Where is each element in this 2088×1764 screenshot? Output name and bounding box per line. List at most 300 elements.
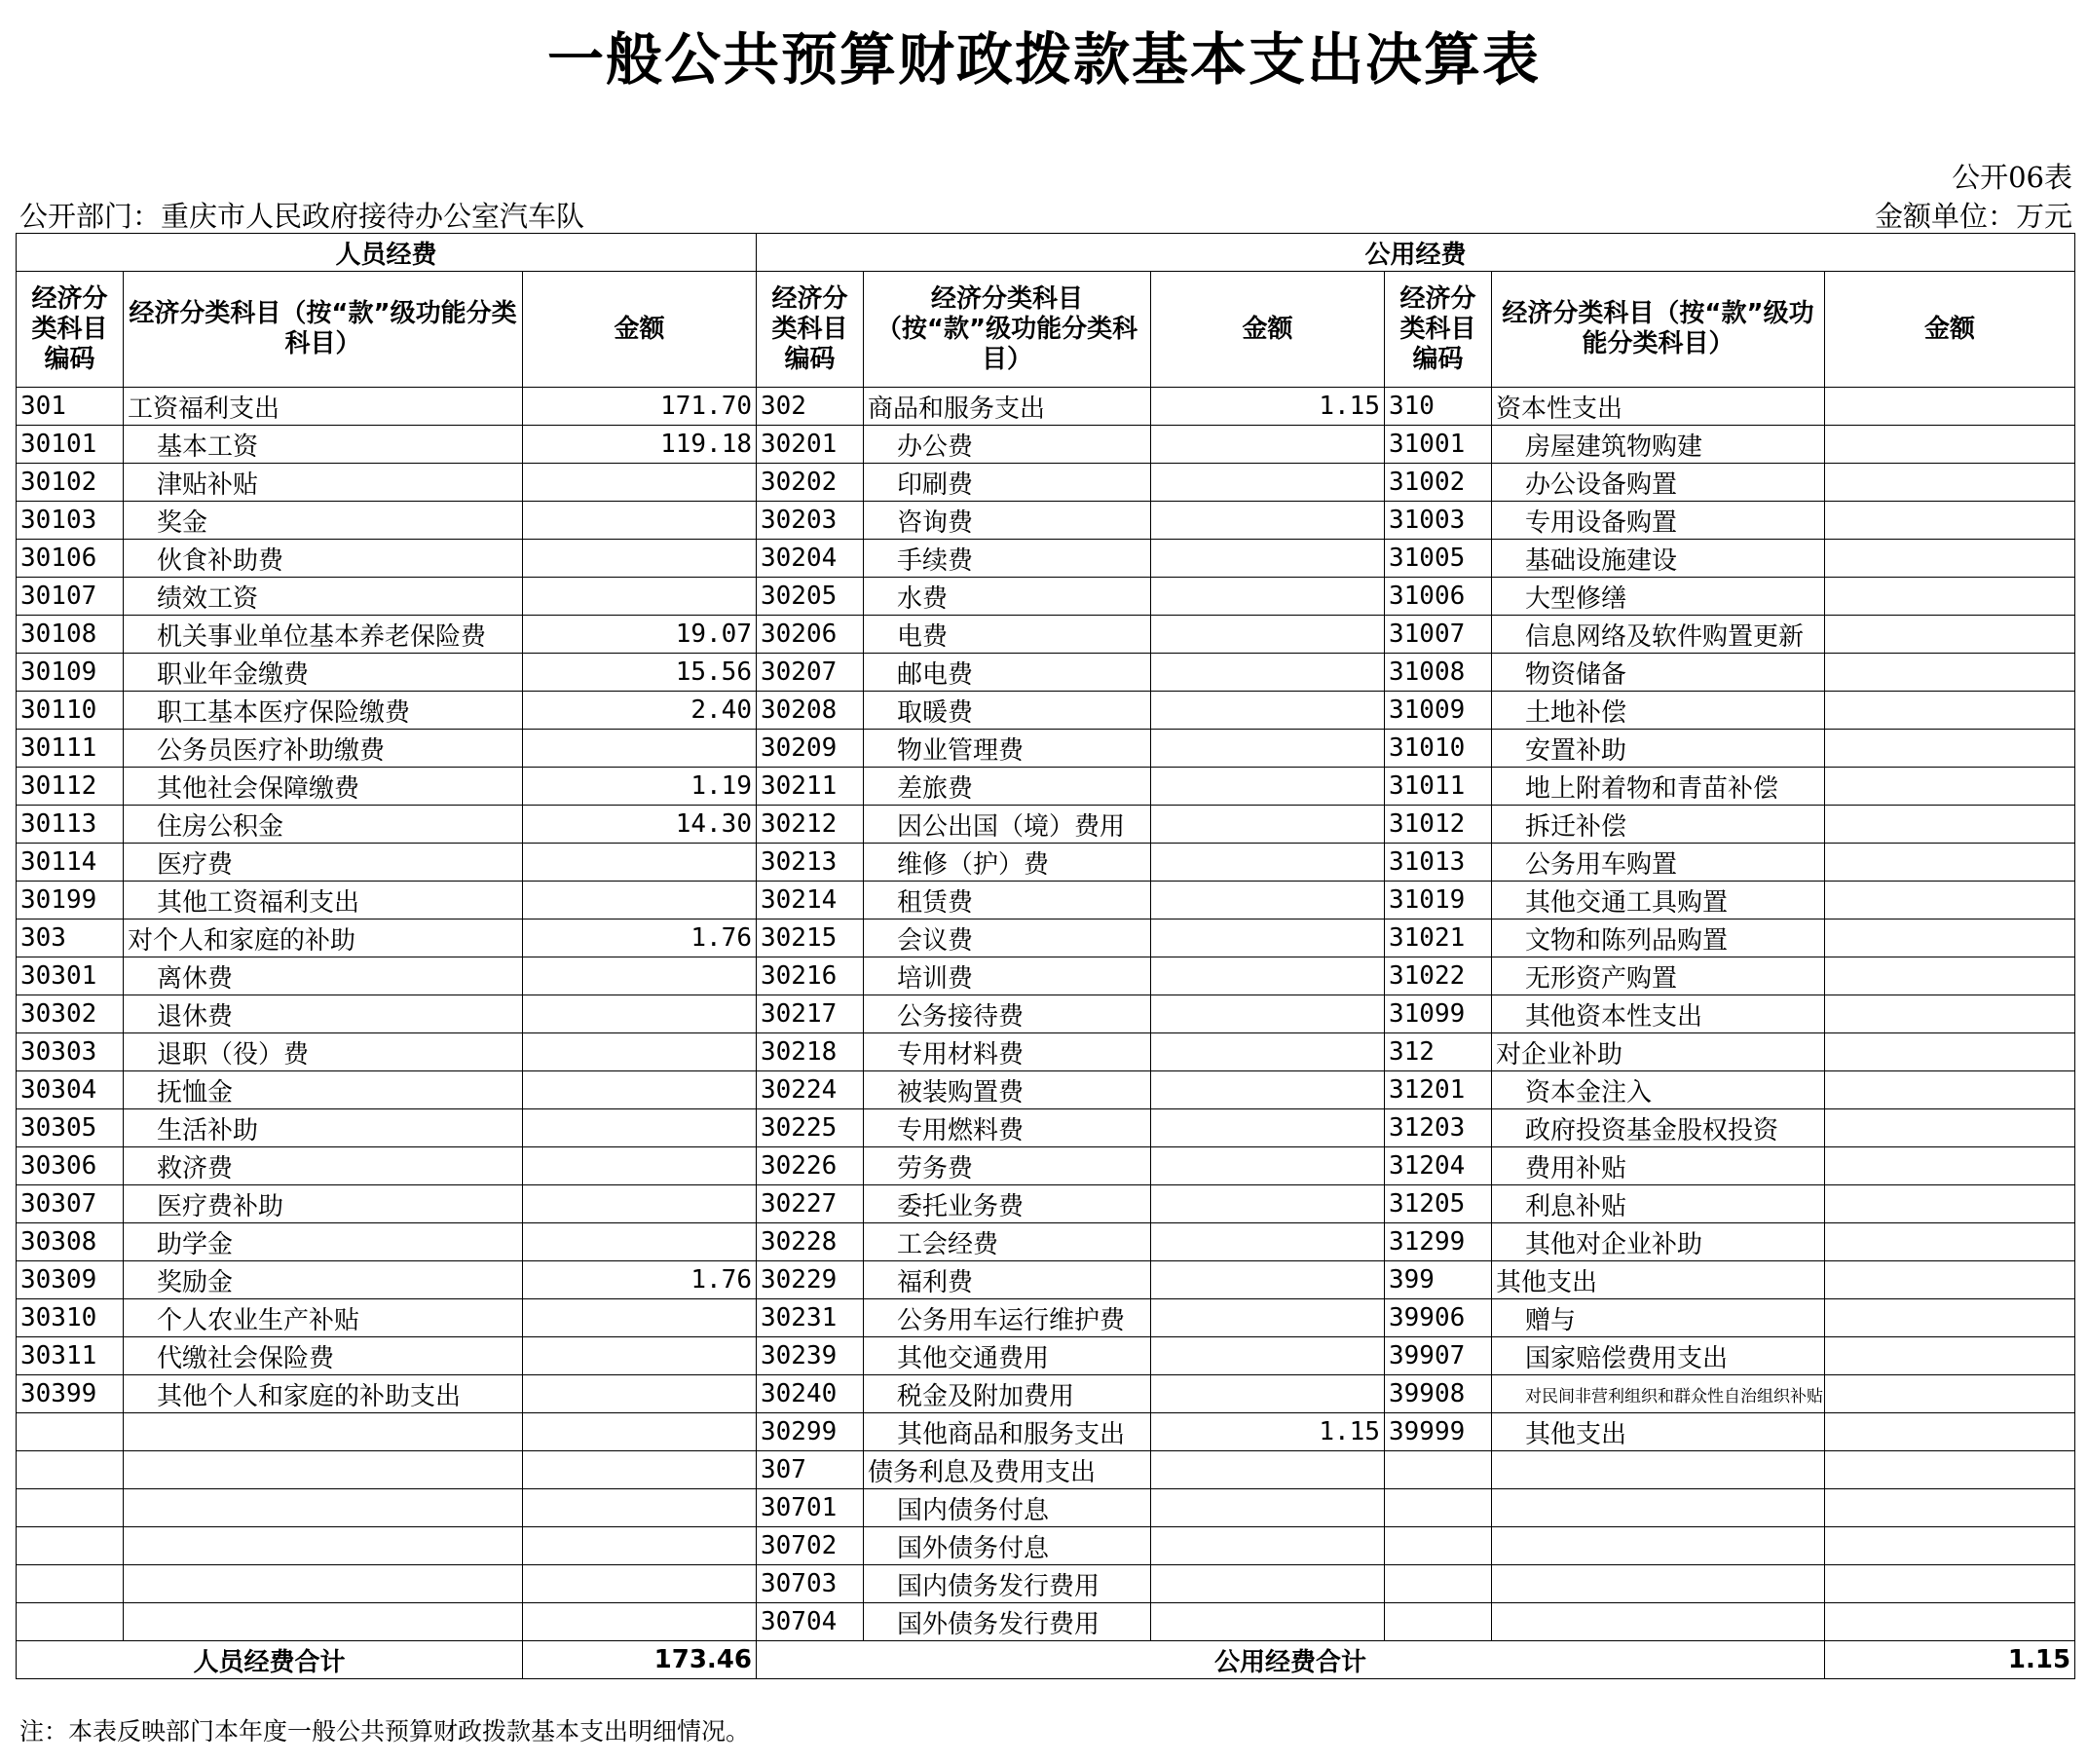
table-row [17, 502, 2075, 540]
row-name: 资本性支出 [1492, 388, 1825, 426]
row-name: 租赁费 [864, 882, 1151, 920]
row-amount [1825, 426, 2075, 464]
row-amount [1825, 957, 2075, 995]
row-amount [1825, 730, 2075, 768]
table-row [17, 1185, 2075, 1223]
row-name: 大型修缮 [1492, 578, 1825, 616]
row-code: 30231 [757, 1299, 864, 1337]
row-amount: 19.07 [523, 616, 757, 654]
expenditure-table [16, 233, 2075, 1679]
row-code: 399 [1385, 1261, 1492, 1299]
row-code: 30307 [17, 1185, 124, 1223]
row-name: 会议费 [864, 920, 1151, 957]
row-name: 咨询费 [864, 502, 1151, 540]
row-amount [1825, 616, 2075, 654]
public-total-label: 公用经费合计 [757, 1641, 1825, 1679]
page-title: 一般公共预算财政拨款基本支出决算表 [546, 26, 1541, 93]
row-code: 31204 [1385, 1147, 1492, 1185]
table-row [17, 540, 2075, 578]
row-name: 税金及附加费用 [864, 1375, 1151, 1413]
row-amount [1151, 1223, 1385, 1261]
row-name: 福利费 [864, 1261, 1151, 1299]
header-code: 经济分类科目编码 [757, 272, 864, 388]
row-code: 30225 [757, 1109, 864, 1147]
row-code: 31001 [1385, 426, 1492, 464]
row-amount [523, 1527, 757, 1565]
row-code: 31013 [1385, 844, 1492, 882]
row-code: 30309 [17, 1261, 124, 1299]
row-name: 其他个人和家庭的补助支出 [124, 1375, 523, 1413]
row-amount [1825, 1337, 2075, 1375]
row-code: 31205 [1385, 1185, 1492, 1223]
row-amount [1151, 426, 1385, 464]
row-code: 310 [1385, 388, 1492, 426]
row-name: 取暖费 [864, 692, 1151, 730]
row-name: 利息补贴 [1492, 1185, 1825, 1223]
row-name: 文物和陈列品购置 [1492, 920, 1825, 957]
row-code: 30214 [757, 882, 864, 920]
row-code: 30108 [17, 616, 124, 654]
row-code [1385, 1489, 1492, 1527]
table-row [17, 1299, 2075, 1337]
row-amount [523, 540, 757, 578]
row-amount [1151, 995, 1385, 1033]
row-name [124, 1565, 523, 1603]
row-name [124, 1489, 523, 1527]
row-code: 303 [17, 920, 124, 957]
row-amount [1825, 388, 2075, 426]
row-amount [1151, 730, 1385, 768]
row-amount [1151, 844, 1385, 882]
table-row [17, 1261, 2075, 1299]
table-row [17, 1375, 2075, 1413]
row-amount [523, 1033, 757, 1071]
row-amount [523, 730, 757, 768]
row-code: 30311 [17, 1337, 124, 1375]
row-code: 30701 [757, 1489, 864, 1527]
table-row [17, 1147, 2075, 1185]
row-amount [1151, 920, 1385, 957]
table-row [17, 1337, 2075, 1375]
row-amount [1825, 502, 2075, 540]
row-code [17, 1527, 124, 1565]
row-name: 因公出国（境）费用 [864, 806, 1151, 844]
row-name: 国内债务发行费用 [864, 1565, 1151, 1603]
row-code: 30224 [757, 1071, 864, 1109]
row-amount [1825, 806, 2075, 844]
row-name: 被装购置费 [864, 1071, 1151, 1109]
row-code: 30703 [757, 1565, 864, 1603]
row-name: 其他交通费用 [864, 1337, 1151, 1375]
row-code: 30111 [17, 730, 124, 768]
row-code [1385, 1451, 1492, 1489]
row-amount [523, 1413, 757, 1451]
table-number: 公开06表 [1952, 161, 2072, 194]
row-name: 离休费 [124, 957, 523, 995]
row-code: 31007 [1385, 616, 1492, 654]
table-row [17, 464, 2075, 502]
row-code: 30102 [17, 464, 124, 502]
row-amount: 1.15 [1151, 388, 1385, 426]
row-name: 基本工资 [124, 426, 523, 464]
row-name: 其他支出 [1492, 1261, 1825, 1299]
row-amount [1151, 806, 1385, 844]
row-amount [1151, 540, 1385, 578]
row-code: 30218 [757, 1033, 864, 1071]
row-code: 30308 [17, 1223, 124, 1261]
row-code: 31008 [1385, 654, 1492, 692]
row-name: 对企业补助 [1492, 1033, 1825, 1071]
table-row [17, 1109, 2075, 1147]
row-code: 30205 [757, 578, 864, 616]
row-name: 办公费 [864, 426, 1151, 464]
row-amount [1825, 844, 2075, 882]
unit-label: 金额单位：万元 [1874, 200, 2072, 233]
row-name: 救济费 [124, 1147, 523, 1185]
row-code: 30228 [757, 1223, 864, 1261]
row-name: 退职（役）费 [124, 1033, 523, 1071]
row-code: 30106 [17, 540, 124, 578]
row-code: 30103 [17, 502, 124, 540]
row-code [17, 1565, 124, 1603]
row-name: 奖励金 [124, 1261, 523, 1299]
row-code: 30202 [757, 464, 864, 502]
row-amount [1151, 578, 1385, 616]
row-name [124, 1451, 523, 1489]
header-amount: 金额 [523, 272, 757, 388]
row-code: 30212 [757, 806, 864, 844]
row-name: 抚恤金 [124, 1071, 523, 1109]
row-amount: 1.19 [523, 768, 757, 806]
row-amount [1151, 1147, 1385, 1185]
row-name: 其他商品和服务支出 [864, 1413, 1151, 1451]
row-amount [1825, 1223, 2075, 1261]
row-name: 奖金 [124, 502, 523, 540]
row-name: 商品和服务支出 [864, 388, 1151, 426]
row-name: 安置补助 [1492, 730, 1825, 768]
table-row [17, 1451, 2075, 1489]
row-amount: 14.30 [523, 806, 757, 844]
row-name: 绩效工资 [124, 578, 523, 616]
row-amount [523, 1489, 757, 1527]
row-amount [1151, 882, 1385, 920]
row-amount [1825, 692, 2075, 730]
row-amount [523, 957, 757, 995]
row-name: 拆迁补偿 [1492, 806, 1825, 844]
row-name: 工资福利支出 [124, 388, 523, 426]
header-name: 经济分类科目（按“款”级功能分类科目） [864, 272, 1151, 388]
row-amount [1825, 1261, 2075, 1299]
row-code: 30304 [17, 1071, 124, 1109]
row-name: 专用材料费 [864, 1033, 1151, 1071]
row-name: 个人农业生产补贴 [124, 1299, 523, 1337]
table-row [17, 1413, 2075, 1451]
row-amount [1151, 616, 1385, 654]
row-name: 维修（护）费 [864, 844, 1151, 882]
row-name: 国家赔偿费用支出 [1492, 1337, 1825, 1375]
row-amount [523, 578, 757, 616]
row-name: 公务员医疗补助缴费 [124, 730, 523, 768]
row-amount [1151, 1603, 1385, 1641]
row-name: 医疗费补助 [124, 1185, 523, 1223]
row-name: 对个人和家庭的补助 [124, 920, 523, 957]
table-row [17, 1033, 2075, 1071]
row-code: 31010 [1385, 730, 1492, 768]
row-amount [523, 995, 757, 1033]
row-amount [1825, 654, 2075, 692]
table-row [17, 1527, 2075, 1565]
header-code: 经济分类科目编码 [17, 272, 124, 388]
row-code: 30704 [757, 1603, 864, 1641]
table-row [17, 1603, 2075, 1641]
header-code: 经济分类科目编码 [1385, 272, 1492, 388]
personnel-total-label: 人员经费合计 [17, 1641, 523, 1679]
row-name: 赠与 [1492, 1299, 1825, 1337]
row-name: 无形资产购置 [1492, 957, 1825, 995]
row-code: 39907 [1385, 1337, 1492, 1375]
table-row [17, 426, 2075, 464]
row-code [1385, 1527, 1492, 1565]
row-name: 其他对企业补助 [1492, 1223, 1825, 1261]
row-name: 对民间非营利组织和群众性自治组织补贴 [1492, 1375, 1825, 1413]
row-name [124, 1527, 523, 1565]
row-amount [523, 882, 757, 920]
header-amount: 金额 [1151, 272, 1385, 388]
row-code [1385, 1603, 1492, 1641]
table-row [17, 1565, 2075, 1603]
row-name: 职工基本医疗保险缴费 [124, 692, 523, 730]
table-row [17, 882, 2075, 920]
row-code: 31019 [1385, 882, 1492, 920]
row-amount [1151, 1489, 1385, 1527]
row-amount [1151, 654, 1385, 692]
row-amount [523, 1299, 757, 1337]
row-code: 39906 [1385, 1299, 1492, 1337]
row-name: 其他支出 [1492, 1413, 1825, 1451]
row-name: 公务接待费 [864, 995, 1151, 1033]
totals-row [17, 1641, 2075, 1679]
row-name: 机关事业单位基本养老保险费 [124, 616, 523, 654]
row-code: 301 [17, 388, 124, 426]
row-amount [1825, 1375, 2075, 1413]
section-personnel: 人员经费 [17, 234, 757, 272]
row-name [1492, 1603, 1825, 1641]
table-row [17, 616, 2075, 654]
row-amount [1825, 995, 2075, 1033]
row-amount: 1.76 [523, 1261, 757, 1299]
row-name: 土地补偿 [1492, 692, 1825, 730]
row-amount [1151, 1527, 1385, 1565]
row-name: 物资储备 [1492, 654, 1825, 692]
row-amount [523, 1147, 757, 1185]
table-row [17, 995, 2075, 1033]
row-name: 其他社会保障缴费 [124, 768, 523, 806]
row-code: 307 [757, 1451, 864, 1489]
table-row [17, 692, 2075, 730]
row-amount [1151, 957, 1385, 995]
row-code: 31012 [1385, 806, 1492, 844]
row-amount: 119.18 [523, 426, 757, 464]
row-name: 培训费 [864, 957, 1151, 995]
row-code: 30206 [757, 616, 864, 654]
row-name: 资本金注入 [1492, 1071, 1825, 1109]
row-name: 助学金 [124, 1223, 523, 1261]
row-code: 30226 [757, 1147, 864, 1185]
row-code [17, 1451, 124, 1489]
row-code [1385, 1565, 1492, 1603]
row-code: 30299 [757, 1413, 864, 1451]
row-code: 31006 [1385, 578, 1492, 616]
row-name: 信息网络及软件购置更新 [1492, 616, 1825, 654]
row-name: 国外债务付息 [864, 1527, 1151, 1565]
row-code: 30227 [757, 1185, 864, 1223]
section-public: 公用经费 [757, 234, 2075, 272]
row-name [1492, 1489, 1825, 1527]
row-code: 31022 [1385, 957, 1492, 995]
row-name: 生活补助 [124, 1109, 523, 1147]
row-code: 30229 [757, 1261, 864, 1299]
row-name: 债务利息及费用支出 [864, 1451, 1151, 1489]
row-name [1492, 1565, 1825, 1603]
table-row [17, 578, 2075, 616]
row-amount [1151, 1337, 1385, 1375]
row-name: 物业管理费 [864, 730, 1151, 768]
row-name: 伙食补助费 [124, 540, 523, 578]
header-amount: 金额 [1825, 272, 2075, 388]
row-code: 31011 [1385, 768, 1492, 806]
row-amount [1151, 464, 1385, 502]
row-name: 电费 [864, 616, 1151, 654]
table-row [17, 1489, 2075, 1527]
row-name: 手续费 [864, 540, 1151, 578]
row-code: 30301 [17, 957, 124, 995]
row-code: 30302 [17, 995, 124, 1033]
row-amount [1825, 920, 2075, 957]
row-code: 30213 [757, 844, 864, 882]
row-code: 31021 [1385, 920, 1492, 957]
row-code: 39908 [1385, 1375, 1492, 1413]
row-code: 30211 [757, 768, 864, 806]
row-name: 国内债务付息 [864, 1489, 1151, 1527]
row-amount [1151, 1565, 1385, 1603]
row-name: 基础设施建设 [1492, 540, 1825, 578]
row-code: 30239 [757, 1337, 864, 1375]
row-name: 其他工资福利支出 [124, 882, 523, 920]
table-row [17, 730, 2075, 768]
row-code: 30306 [17, 1147, 124, 1185]
row-amount [1825, 1299, 2075, 1337]
row-amount [523, 1071, 757, 1109]
row-amount [1151, 502, 1385, 540]
row-code: 30109 [17, 654, 124, 692]
row-name: 代缴社会保险费 [124, 1337, 523, 1375]
table-row [17, 654, 2075, 692]
row-amount [1825, 768, 2075, 806]
row-amount [523, 1375, 757, 1413]
row-amount [523, 844, 757, 882]
row-code [17, 1489, 124, 1527]
row-amount [1825, 1603, 2075, 1641]
row-code: 30201 [757, 426, 864, 464]
row-name [124, 1413, 523, 1451]
row-amount: 1.15 [1151, 1413, 1385, 1451]
row-name: 公务用车运行维护费 [864, 1299, 1151, 1337]
row-name: 委托业务费 [864, 1185, 1151, 1223]
row-amount [523, 1109, 757, 1147]
row-amount [523, 464, 757, 502]
row-amount [1825, 1033, 2075, 1071]
row-name: 住房公积金 [124, 806, 523, 844]
personnel-total-amount: 173.46 [523, 1641, 757, 1679]
row-amount [1151, 1071, 1385, 1109]
row-name: 办公设备购置 [1492, 464, 1825, 502]
row-code: 30305 [17, 1109, 124, 1147]
row-amount [523, 1603, 757, 1641]
row-code: 30203 [757, 502, 864, 540]
row-amount [1151, 1451, 1385, 1489]
row-name: 工会经费 [864, 1223, 1151, 1261]
row-name: 医疗费 [124, 844, 523, 882]
row-code: 30702 [757, 1527, 864, 1565]
row-name: 房屋建筑物购建 [1492, 426, 1825, 464]
row-amount [1151, 692, 1385, 730]
row-amount [1151, 1299, 1385, 1337]
row-name: 劳务费 [864, 1147, 1151, 1185]
row-code: 30216 [757, 957, 864, 995]
row-amount [1825, 1565, 2075, 1603]
row-code: 30207 [757, 654, 864, 692]
row-code: 31005 [1385, 540, 1492, 578]
row-name: 其他资本性支出 [1492, 995, 1825, 1033]
row-code: 31099 [1385, 995, 1492, 1033]
row-code: 30112 [17, 768, 124, 806]
table-row [17, 844, 2075, 882]
row-name [124, 1603, 523, 1641]
row-code: 30199 [17, 882, 124, 920]
row-code: 30204 [757, 540, 864, 578]
header-name: 经济分类科目（按“款”级功能分类科目） [124, 272, 523, 388]
department-label: 公开部门：重庆市人民政府接待办公室汽车队 [19, 200, 585, 233]
row-amount [1825, 1413, 2075, 1451]
row-amount [1825, 1527, 2075, 1565]
table-row [17, 920, 2075, 957]
row-name: 专用设备购置 [1492, 502, 1825, 540]
row-code: 30209 [757, 730, 864, 768]
row-amount: 171.70 [523, 388, 757, 426]
row-name: 政府投资基金股权投资 [1492, 1109, 1825, 1147]
row-name: 专用燃料费 [864, 1109, 1151, 1147]
row-code: 30215 [757, 920, 864, 957]
table-row [17, 1223, 2075, 1261]
header-name: 经济分类科目（按“款”级功能分类科目） [1492, 272, 1825, 388]
row-name: 公务用车购置 [1492, 844, 1825, 882]
row-name: 差旅费 [864, 768, 1151, 806]
row-code: 30217 [757, 995, 864, 1033]
row-code: 39999 [1385, 1413, 1492, 1451]
row-amount [1825, 1451, 2075, 1489]
table-row [17, 957, 2075, 995]
row-amount: 15.56 [523, 654, 757, 692]
row-code: 31299 [1385, 1223, 1492, 1261]
public-total-amount: 1.15 [1825, 1641, 2075, 1679]
row-code: 31203 [1385, 1109, 1492, 1147]
row-code: 312 [1385, 1033, 1492, 1071]
row-code: 30399 [17, 1375, 124, 1413]
row-code: 31002 [1385, 464, 1492, 502]
row-code: 31201 [1385, 1071, 1492, 1109]
row-code [17, 1603, 124, 1641]
table-row [17, 806, 2075, 844]
